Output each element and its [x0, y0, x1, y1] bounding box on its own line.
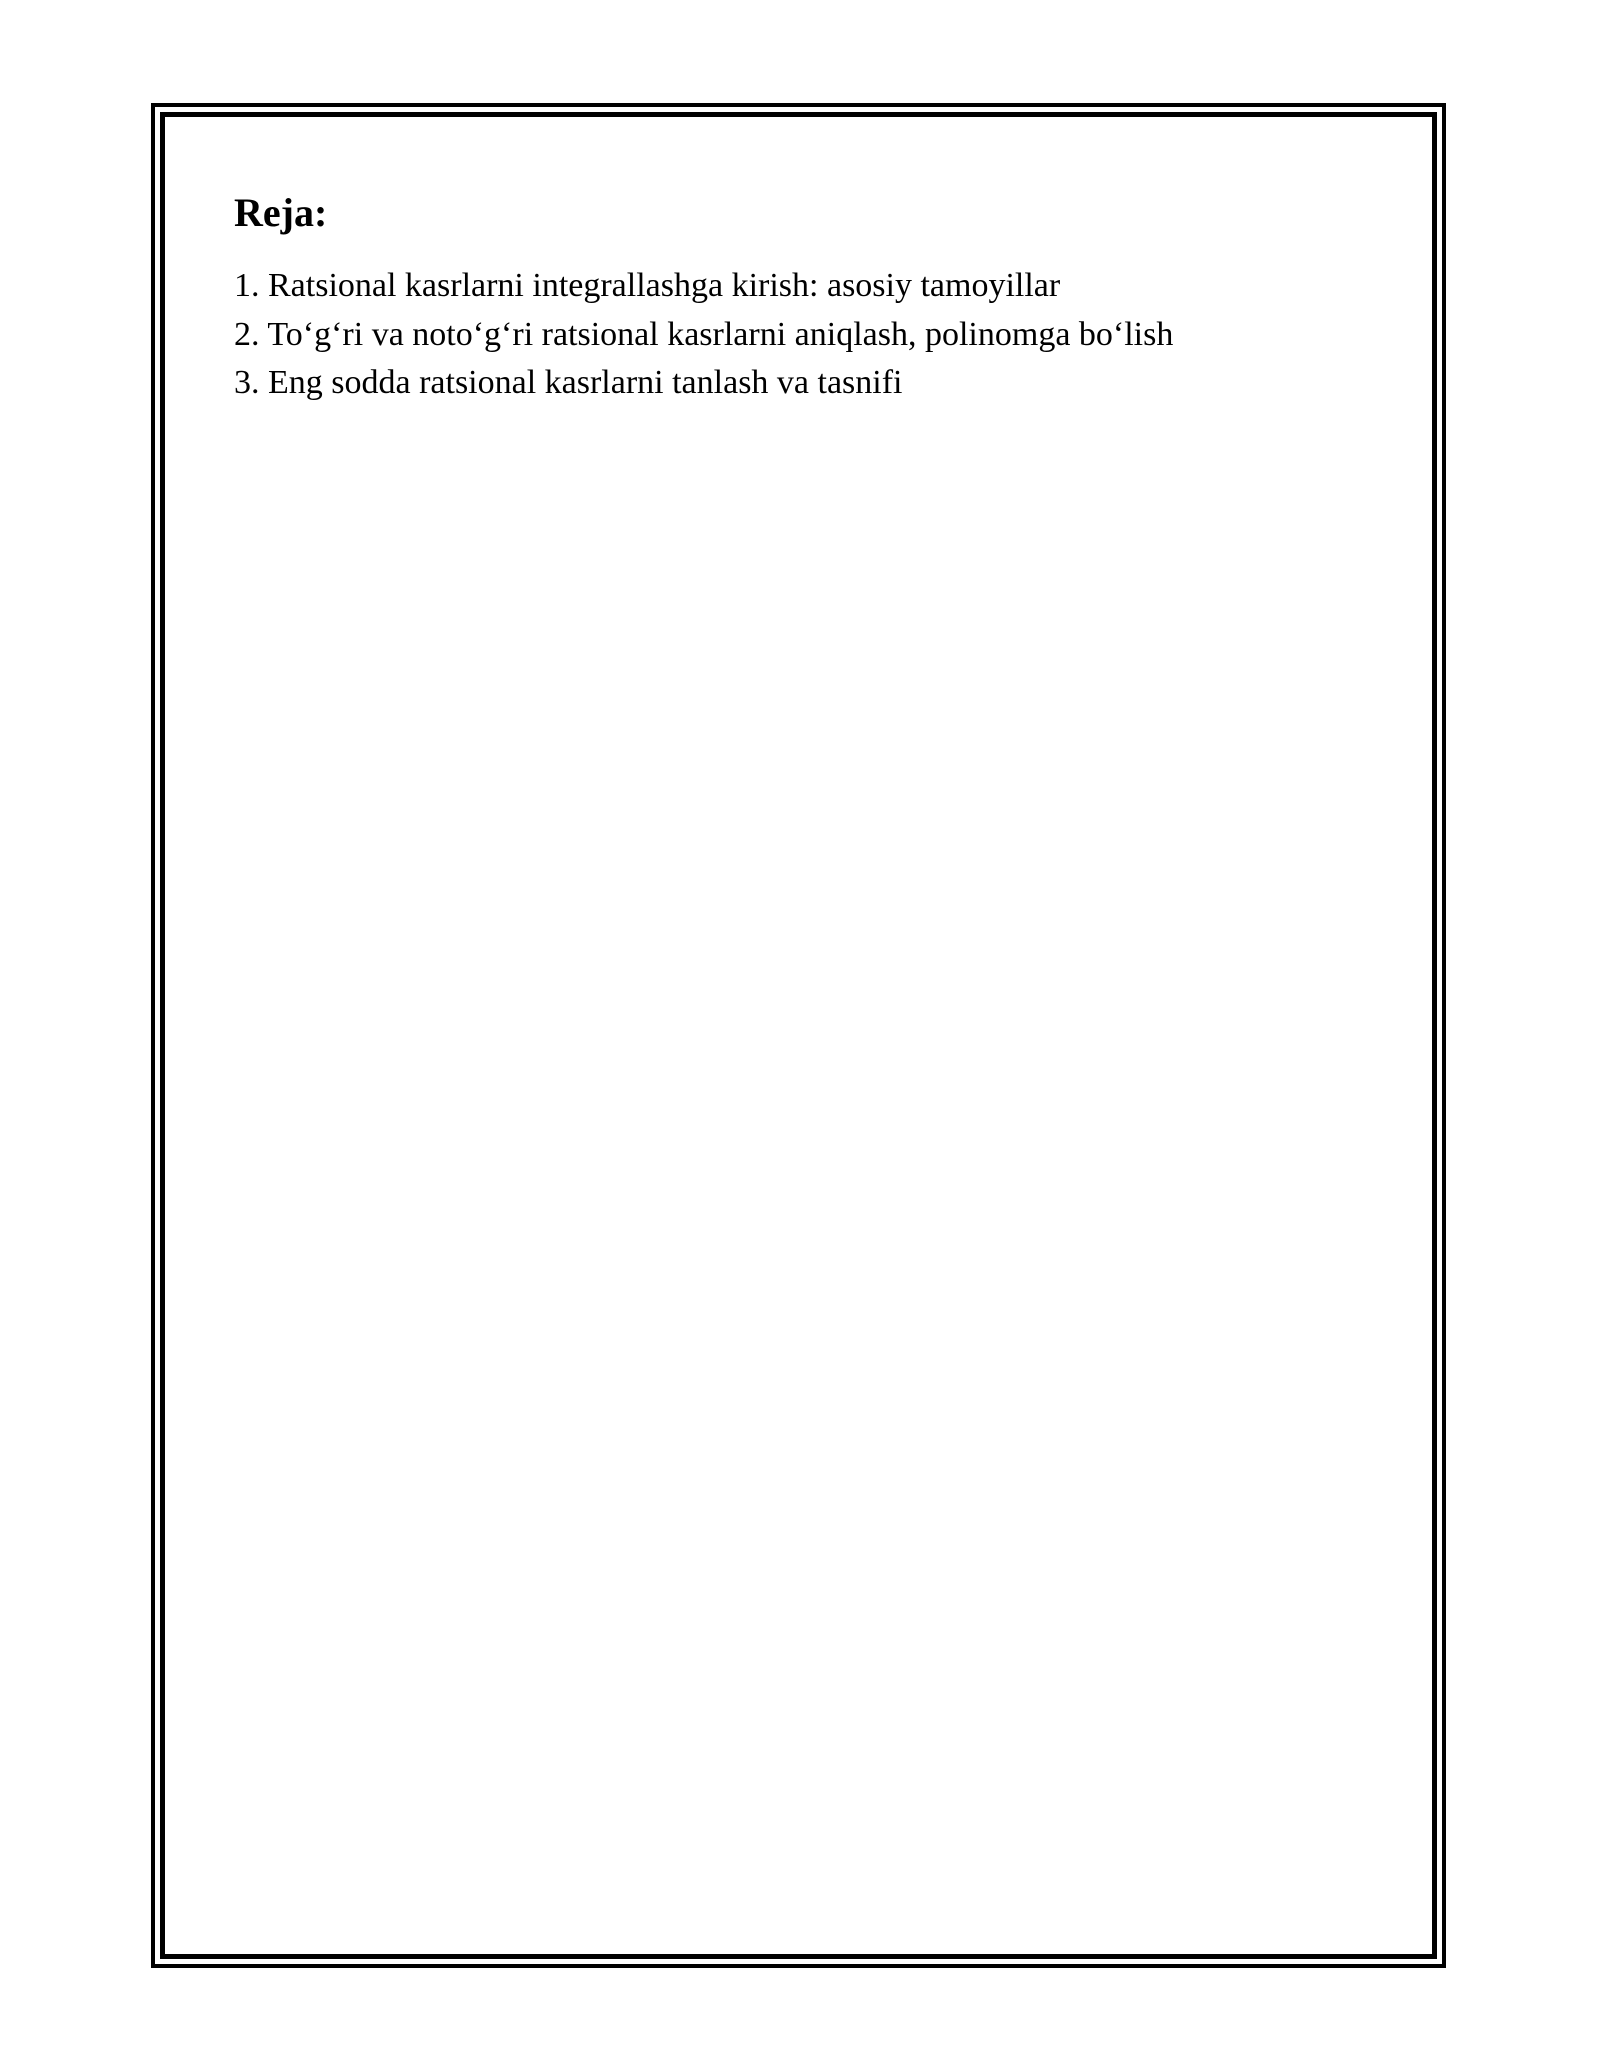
plan-item-1: 1. Ratsional kasrlarni integrallashga kirish: asosiy tamoyillar — [234, 267, 1061, 304]
plan-list — [234, 262, 1394, 408]
plan-item-3: 3. Eng sodda ratsional kasrlarni tanlash va tasnifi — [234, 364, 903, 401]
plan-item-2: 2. To‘g‘ri va noto‘g‘ri ratsional kasrlarni aniqlash, polinomga bo‘lish — [234, 315, 1174, 353]
plan-heading: Reja: — [234, 190, 328, 235]
page-content — [234, 190, 1394, 408]
